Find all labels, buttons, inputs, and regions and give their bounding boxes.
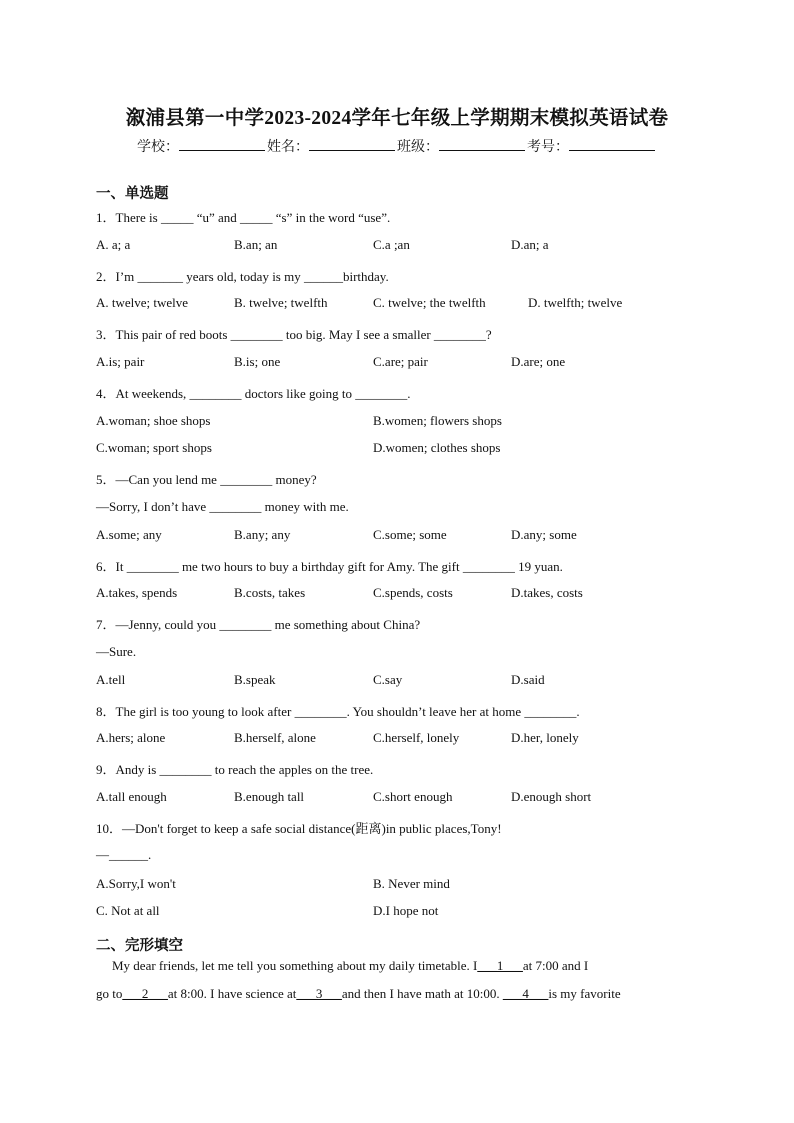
question-10-stem: 10．—Don't forget to keep a safe social distance(距离)in public places,Tony! (96, 821, 502, 836)
name-blank[interactable] (309, 136, 395, 151)
passage-text: go to (96, 986, 123, 1001)
q6-option-c[interactable]: C.spends, costs (373, 585, 453, 600)
question-2-stem: 2．I’m _______ years old, today is my ______birthday. (96, 269, 389, 284)
question-3-stem: 3．This pair of red boots ________ too big. May I see a smaller ________? (96, 327, 492, 342)
q5-option-b[interactable]: B.any; any (234, 527, 291, 542)
cloze-blank-4[interactable]: ___4___ (502, 986, 549, 1001)
q10-option-b[interactable]: B. Never mind (373, 876, 450, 891)
q5-option-d[interactable]: D.any; some (511, 527, 577, 542)
passage-text: is my favorite (548, 986, 621, 1001)
q3-option-d[interactable]: D.are; one (511, 354, 566, 369)
school-label: 学校： (137, 139, 179, 155)
question-1-stem: 1．There is _____ “u” and _____ “s” in the word “use”. (96, 210, 391, 225)
q2-option-b[interactable]: B. twelve; twelfth (234, 295, 328, 310)
question-7-stem: 7．—Jenny, could you ________ me something about China? (96, 617, 421, 632)
q1-option-b[interactable]: B.an; an (234, 237, 278, 252)
cloze-blank-1[interactable]: ___1___ (477, 958, 523, 973)
passage-text: and then I have math at 10:00. (341, 986, 500, 1001)
q9-option-b[interactable]: B.enough tall (234, 789, 305, 804)
q5-option-c[interactable]: C.some; some (373, 527, 447, 542)
number-label: 考号： (527, 139, 569, 155)
q8-option-c[interactable]: C.herself, lonely (373, 730, 460, 745)
q4-option-a[interactable]: A.woman; shoe shops (96, 413, 211, 428)
class-blank[interactable] (439, 136, 525, 151)
q9-option-c[interactable]: C.short enough (373, 789, 453, 804)
question-7-reply: —Sure. (96, 644, 137, 659)
q8-option-a[interactable]: A.hers; alone (96, 730, 166, 745)
cloze-blank-2[interactable]: ___2___ (122, 986, 168, 1001)
q2-option-c[interactable]: C. twelve; the twelfth (373, 295, 486, 310)
q3-option-b[interactable]: B.is; one (234, 354, 281, 369)
q8-option-b[interactable]: B.herself, alone (234, 730, 316, 745)
q10-option-d[interactable]: D.I hope not (373, 903, 439, 918)
passage-text: at 7:00 and I (522, 958, 589, 973)
q7-option-a[interactable]: A.tell (96, 672, 126, 687)
q4-option-c[interactable]: C.woman; sport shops (96, 440, 212, 455)
q8-option-d[interactable]: D.her, lonely (511, 730, 579, 745)
number-blank[interactable] (569, 136, 655, 151)
q9-option-d[interactable]: D.enough short (511, 789, 592, 804)
q4-option-b[interactable]: B.women; flowers shops (373, 413, 502, 428)
q6-option-d[interactable]: D.takes, costs (511, 585, 583, 600)
name-label: 姓名： (267, 139, 309, 155)
q10-option-c[interactable]: C. Not at all (96, 903, 160, 918)
q7-option-b[interactable]: B.speak (234, 672, 276, 687)
question-8-stem: 8．The girl is too young to look after ________. You shouldn’t leave her at home ________. (96, 704, 580, 719)
section-heading-single-choice: 一、单选题 (96, 186, 169, 202)
question-10-reply: —______. (96, 847, 152, 862)
question-9-stem: 9．Andy is ________ to reach the apples on the tree. (96, 762, 374, 777)
q6-option-a[interactable]: A.takes, spends (96, 585, 178, 600)
question-6-stem: 6．It ________ me two hours to buy a birthday gift for Amy. The gift ________ 19 yuan. (96, 559, 563, 574)
passage-line-2 (96, 986, 696, 1002)
class-label: 班级： (397, 139, 439, 155)
q5-option-a[interactable]: A.some; any (96, 527, 162, 542)
passage-text: My dear friends, let me tell you something about my daily timetable. I (112, 958, 478, 973)
question-4-stem: 4．At weekends, ________ doctors like going to ________. (96, 386, 411, 401)
q10-option-a[interactable]: A.Sorry,I won't (96, 876, 176, 891)
question-5-stem: 5．—Can you lend me ________ money? (96, 472, 317, 487)
student-info-row (0, 136, 794, 156)
q1-option-d[interactable]: D.an; a (511, 237, 549, 252)
q2-option-a[interactable]: A. twelve; twelve (96, 295, 189, 310)
cloze-blank-3[interactable]: ___3___ (296, 986, 342, 1001)
q3-option-a[interactable]: A.is; pair (96, 354, 145, 369)
passage-line-1 (112, 958, 712, 974)
question-5-reply: —Sorry, I don’t have ________ money with me. (96, 499, 349, 514)
q1-option-a[interactable]: A. a; a (96, 237, 131, 252)
section-heading-cloze: 二、完形填空 (96, 938, 183, 954)
q2-option-d[interactable]: D. twelfth; twelve (528, 295, 623, 310)
passage-text: at 8:00. I have science at (167, 986, 297, 1001)
q3-option-c[interactable]: C.are; pair (373, 354, 428, 369)
q7-option-c[interactable]: C.say (373, 672, 403, 687)
q1-option-c[interactable]: C.a ;an (373, 237, 410, 252)
q7-option-d[interactable]: D.said (511, 672, 545, 687)
q6-option-b[interactable]: B.costs, takes (234, 585, 306, 600)
q9-option-a[interactable]: A.tall enough (96, 789, 167, 804)
school-blank[interactable] (179, 136, 265, 151)
q4-option-d[interactable]: D.women; clothes shops (373, 440, 501, 455)
exam-title: 溆浦县第一中学2023-2024学年七年级上学期期末模拟英语试卷 (125, 108, 669, 129)
